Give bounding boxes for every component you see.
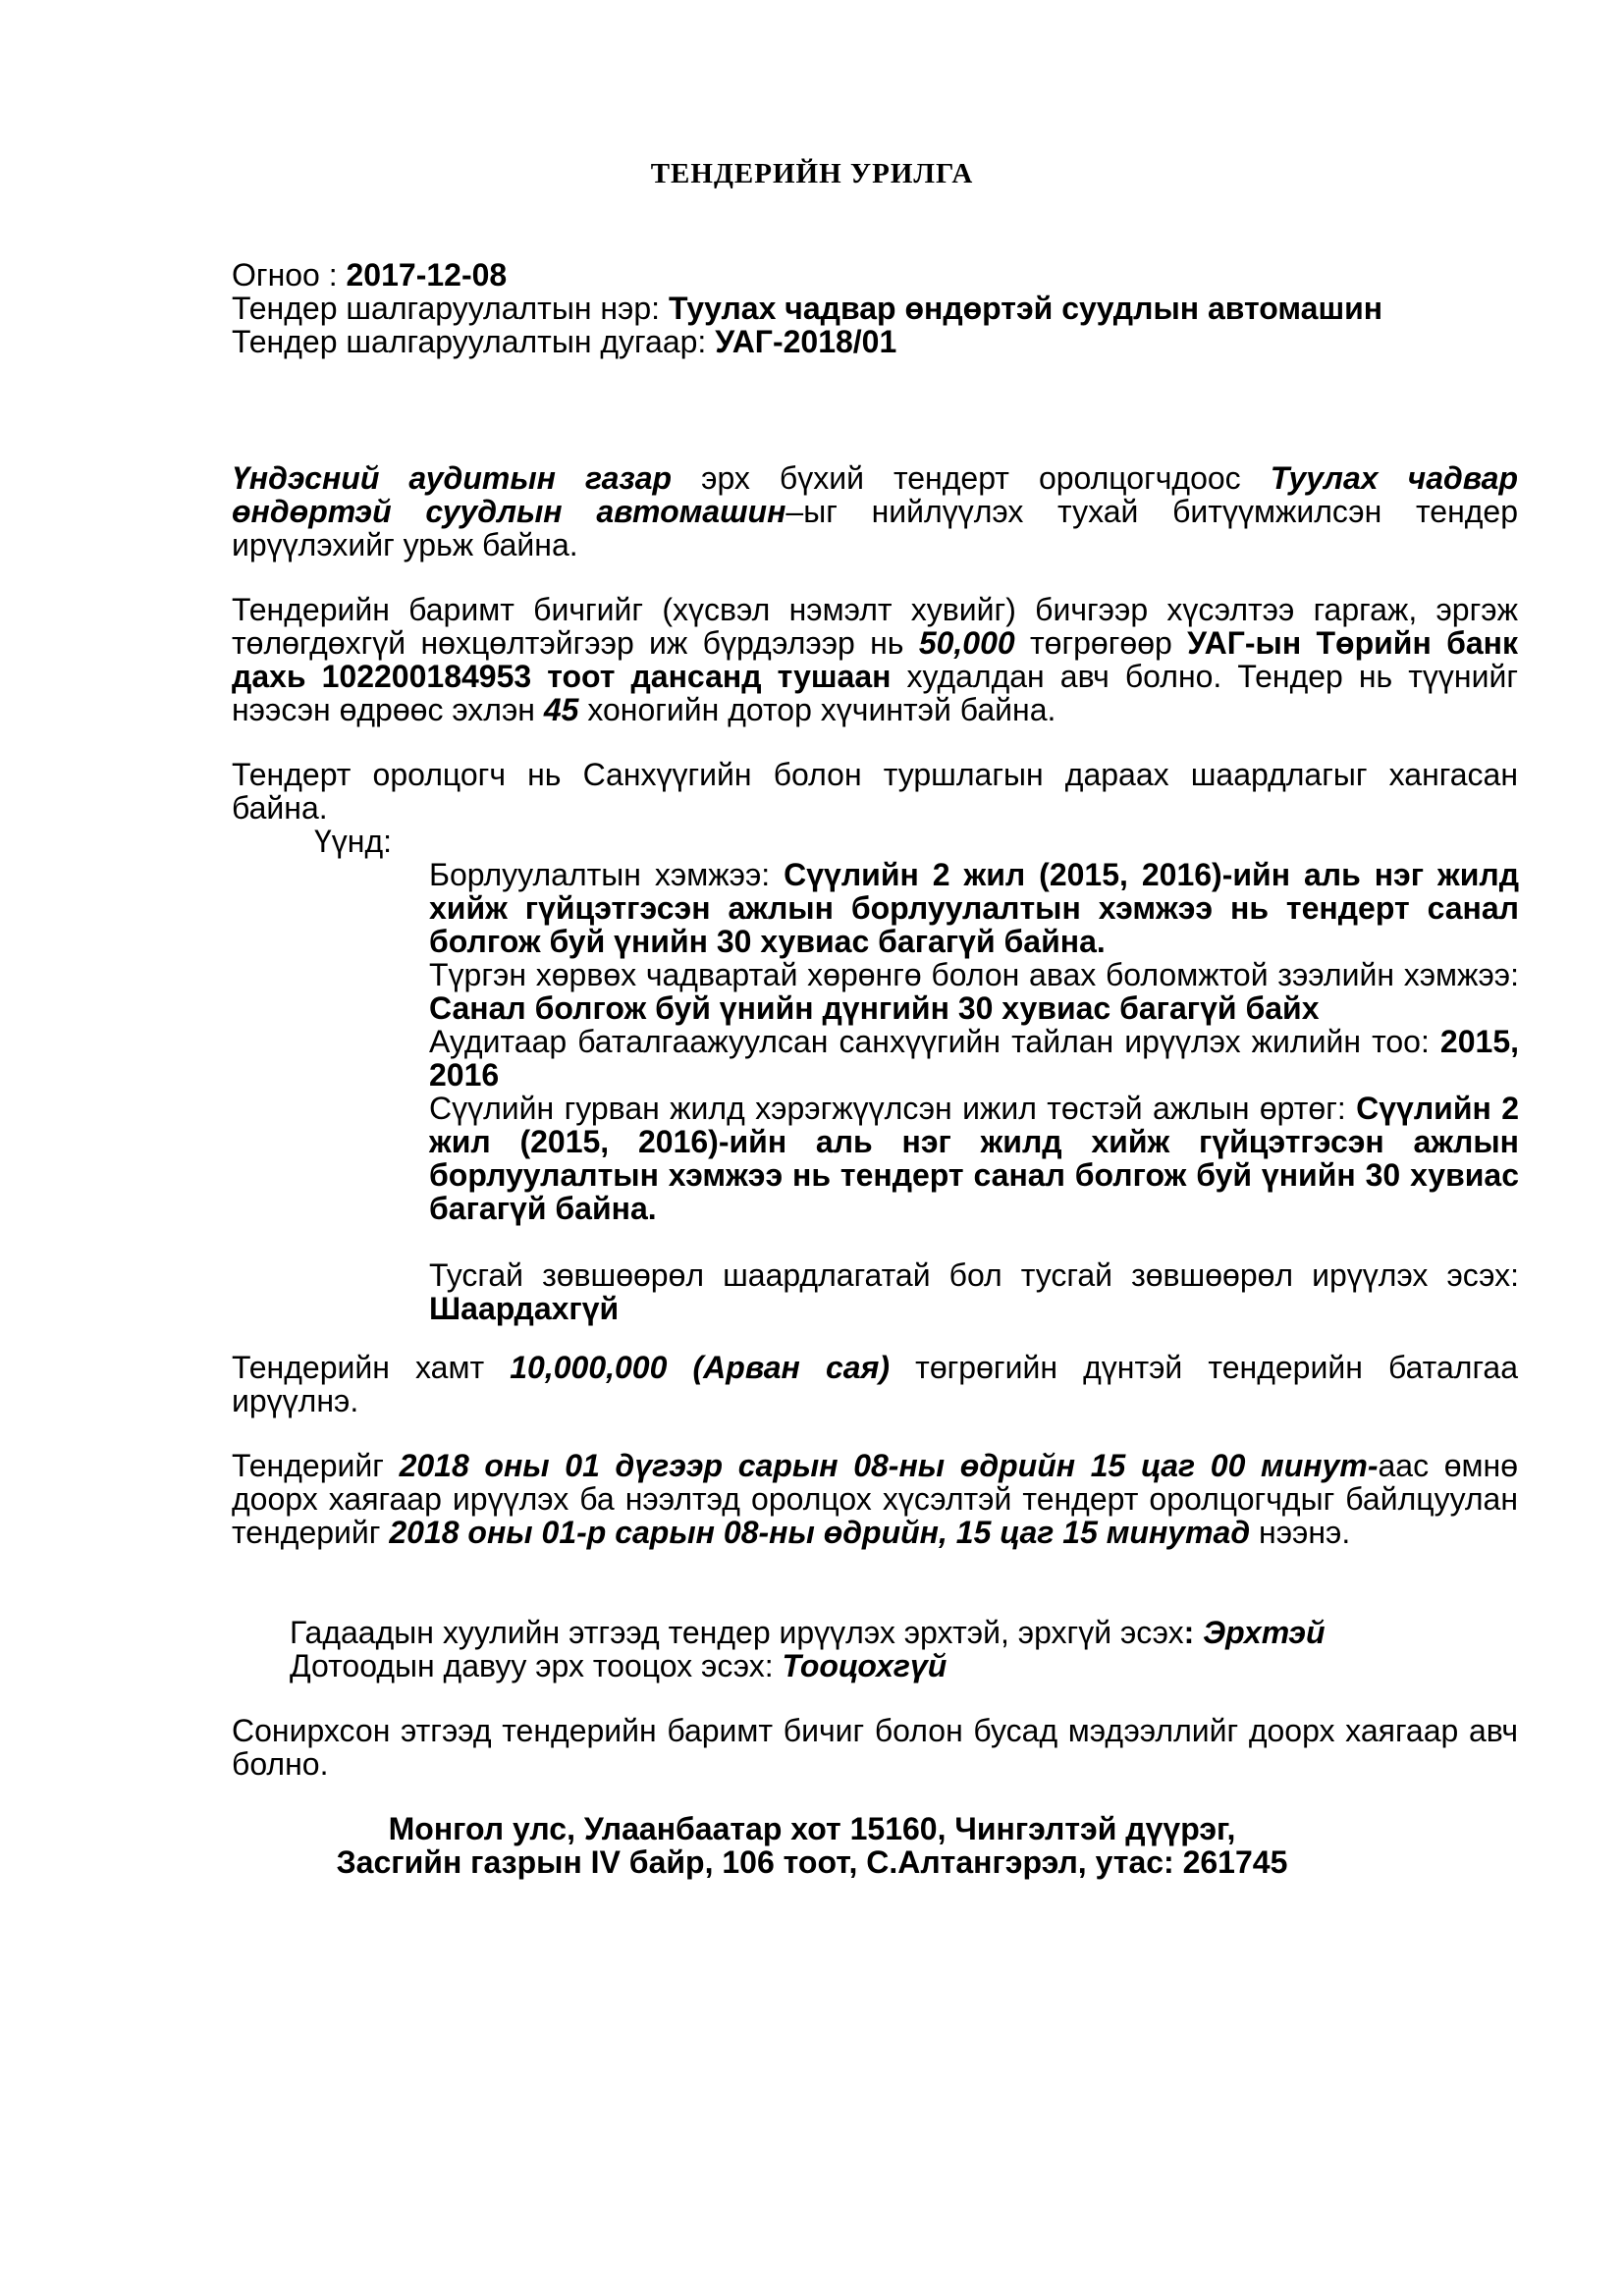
tender-number-line bbox=[232, 325, 1518, 358]
guarantee-text-1: Тендерийн хамт bbox=[232, 1350, 511, 1385]
foreign-eligibility-line bbox=[290, 1616, 1326, 1649]
requirement-liquidity-value: Санал болгож буй үнийн дүнгийн 30 хувиас багагүй байх bbox=[429, 990, 1320, 1026]
foreign-eligibility-colon: : bbox=[1183, 1615, 1204, 1650]
foreign-eligibility-label: Гадаадын хуулийн этгээд тендер ирүүлэх эрхтэй, эрхгүй эсэх bbox=[290, 1615, 1184, 1650]
requirement-sales bbox=[429, 858, 1519, 958]
validity-days: 45 bbox=[543, 692, 579, 727]
requirement-similar-work bbox=[429, 1092, 1519, 1225]
guarantee-text-2: төгрөгийн дүнтэй тендерийн баталгаа ирүүлнэ. bbox=[232, 1350, 1519, 1418]
deadline-text-2: аас өмнө доорх хаягаар ирүүлэх ба нээлтэд оролцох хүсэлтэй тендерт оролцогчдыг байлцуулан тендерийг bbox=[232, 1448, 1519, 1550]
requirement-license-value: Шаардахгүй bbox=[429, 1291, 620, 1326]
requirement-similar-work-value: Сүүлийн 2 жил (2015, 2016)-ийн аль нэг жилд хийж гүйцэтгэсэн ажлын борлуулалтын хэмжээ нь тендерт санал болгож буй үнийн 30 хувиас багагүй байна. bbox=[429, 1091, 1520, 1226]
requirement-sales-value: Сүүлийн 2 жил (2015, 2016)-ийн аль нэг жилд хийж гүйцэтгэсэн ажлын борлуулалтын хэмжээ нь тендерт санал болгож буй үнийн 30 хувиас багагүй байна. bbox=[429, 857, 1520, 959]
eligibility-section bbox=[290, 1616, 1326, 1682]
tender-number-label: Тендер шалгаруулалтын дугаар: bbox=[232, 324, 716, 359]
requirement-audit-years-value: 2015, 2016 bbox=[429, 1024, 1519, 1093]
requirement-audit-years bbox=[429, 1025, 1519, 1092]
guarantee-amount: 10,000,000 (Арван сая) bbox=[510, 1350, 891, 1385]
submission-deadline: 2018 оны 01 дүгээр сарын 08-ны өдрийн 15 цаг 00 минут- bbox=[399, 1448, 1379, 1483]
docs-text-4: хоногийн дотор хүчинтэй байна. bbox=[578, 692, 1056, 727]
docs-text-1: Тендерийн баримт бичгийг (хүсвэл нэмэлт хувийг) бичгээр хүсэлтээ гаргаж, эргэж төлөгдөхгүй нөхцөлтэйгээр иж бүрдэлээр нь bbox=[232, 592, 1518, 661]
address-line-1: Монгол улс, Улаанбаатар хот 15160, Чингэлтэй дүүрэг, bbox=[388, 1811, 1236, 1846]
guarantee-paragraph bbox=[232, 1351, 1518, 1417]
requirement-similar-work-label: Сүүлийн гурван жилд хэрэгжүүлсэн ижил төстэй ажлын өртөг: bbox=[429, 1091, 1357, 1126]
docs-text-3: худалдан авч болно. Тендер нь түүнийг нээсэн өдрөөс эхлэн bbox=[232, 659, 1519, 727]
domestic-preference-label: Дотоодын давуу эрх тооцох эсэх: bbox=[290, 1648, 783, 1683]
intro-paragraph bbox=[232, 461, 1518, 561]
deadline-text-1: Тендерийг bbox=[232, 1448, 400, 1483]
date-line bbox=[232, 258, 1518, 292]
contact-paragraph: Сонирхсон этгээд тендерийн баримт бичиг болон бусад мэдээллийг доорх хаягаар авч болно. bbox=[232, 1713, 1518, 1782]
requirement-license bbox=[429, 1258, 1519, 1325]
tender-name-label: Тендер шалгаруулалтын нэр: bbox=[232, 291, 669, 326]
meta-section bbox=[232, 258, 1518, 358]
requirements-list bbox=[429, 858, 1519, 1325]
date-value: 2017-12-08 bbox=[346, 257, 508, 293]
domestic-preference-value: Тооцохгүй bbox=[782, 1648, 947, 1683]
bank-account: УАГ-ын Төрийн банк дахь 102200184953 тоот дансанд тушаан bbox=[232, 625, 1519, 694]
domestic-preference-line bbox=[290, 1649, 1326, 1682]
documents-paragraph bbox=[232, 593, 1518, 726]
tender-number-value: УАГ-2018/01 bbox=[715, 324, 897, 359]
requirement-audit-years-label: Аудитаар баталгаажуулсан санхүүгийн тайлан ирүүлэх жилийн тоо: bbox=[429, 1024, 1440, 1059]
foreign-eligibility-value: Эрхтэй bbox=[1203, 1615, 1326, 1650]
organization-name: Үндэсний аудитын газар bbox=[232, 460, 673, 496]
tender-subject: Туулах чадвар өндөртэй суудлын автомашин bbox=[232, 460, 1519, 529]
date-label: Огноо : bbox=[232, 257, 347, 293]
requirement-liquidity-label: Түргэн хөрвөх чадвартай хөрөнгө болон авах боломжтой зээлийн хэмжээ: bbox=[429, 957, 1519, 992]
opening-time: 2018 оны 01-р сарын 08-ны өдрийн, 15 цаг 15 минутад bbox=[389, 1515, 1251, 1550]
tender-name-value: Туулах чадвар өндөртэй суудлын автомашин bbox=[668, 291, 1383, 326]
document-title: ТЕНДЕРИЙН УРИЛГА bbox=[650, 158, 974, 189]
document-price: 50,000 bbox=[918, 625, 1015, 661]
tender-name-line bbox=[232, 292, 1518, 325]
deadline-text-3: нээнэ. bbox=[1250, 1515, 1351, 1550]
include-label: Үүнд: bbox=[314, 824, 393, 859]
deadline-paragraph bbox=[232, 1449, 1518, 1549]
qualification-paragraph: Тендерт оролцогч нь Санхүүгийн болон туршлагын дараах шаардлагыг хангасан байна. bbox=[232, 757, 1518, 826]
requirement-liquidity bbox=[429, 958, 1519, 1025]
intro-text-1: эрх бүхий тендерт оролцогчдоос bbox=[672, 460, 1271, 496]
docs-text-2: төгрөгөөр bbox=[1014, 625, 1188, 661]
requirement-license-label: Тусгай зөвшөөрөл шаардлагатай бол тусгай зөвшөөрөл ирүүлэх эсэх: bbox=[429, 1257, 1519, 1293]
address-line-2: Засгийн газрын IV байр, 106 тоот, С.Алтангэрэл, утас: 261745 bbox=[336, 1844, 1288, 1880]
intro-text-2: –ыг нийлүүлэх тухай битүүмжилсэн тендер ирүүлэхийг урьж байна. bbox=[232, 494, 1518, 562]
requirement-sales-label: Борлуулалтын хэмжээ: bbox=[429, 857, 785, 892]
